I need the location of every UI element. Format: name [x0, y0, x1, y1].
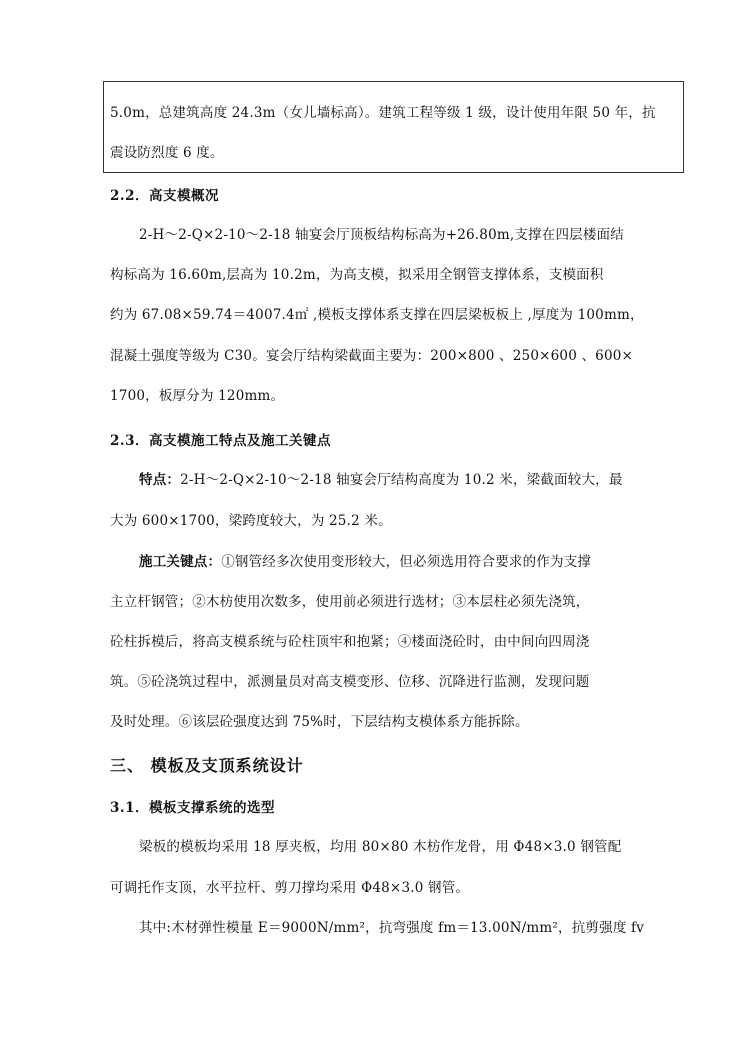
- s22-line-5: 1700，板厚分为 120mm。: [110, 388, 285, 404]
- key-line-2: 主立杆钢管；②木枋使用次数多，使用前必须进行选材；③本层柱必须先浇筑，: [110, 594, 590, 610]
- s22-line-2: 构标高为 16.60m,层高为 10.2m，为高支模，拟采用全钢管支撑体系，支模面积: [110, 267, 604, 283]
- s31-line-3: 其中:木材弹性模量 E＝9000N/mm²，抗弯强度 fm＝13.00N/mm²，抗剪强度 fv: [139, 920, 645, 936]
- chapter-3-heading: 三、 模板及支顶系统设计: [110, 756, 304, 775]
- feature-line-1: [139, 468, 623, 488]
- feature-line-2: 大为 600×1700，梁跨度较大，为 25.2 米。: [110, 513, 392, 529]
- box-line-1: 5.0m，总建筑高度 24.3m（女儿墙标高）。建筑工程等级 1 级，设计使用年限 50 年，抗: [110, 105, 656, 121]
- key-text: ①钢管经多次使用变形较大，但必须选用符合要求的作为支撑: [221, 554, 592, 570]
- feature-label: 特点：: [139, 472, 181, 488]
- feature-text: 2-H～2-Q×2-10～2-18 轴宴会厅结构高度为 10.2 米，梁截面较大，最: [180, 472, 623, 488]
- section-2-2-heading: 2.2．高支模概况: [110, 188, 219, 204]
- s22-line-1: 2-H～2-Q×2-10～2-18 轴宴会厅顶板结构标高为+26.80m,支撑在四层楼面结: [139, 227, 624, 243]
- s22-line-3: 约为 67.08×59.74＝4007.4㎡ ,模板支撑体系支撑在四层梁板板上 ,厚度为 100mm，: [110, 307, 644, 323]
- key-line-3: 砼柱拆模后，将高支模系统与砼柱顶牢和抱紧；④楼面浇砼时，由中间向四周浇: [110, 634, 590, 650]
- s31-line-1: 梁板的模板均采用 18 厚夹板，均用 80×80 木枋作龙骨，用 Φ48×3.0 钢管配: [139, 839, 622, 855]
- section-2-3-heading: 2.3．高支模施工特点及施工关键点: [110, 433, 331, 449]
- key-line-5: 及时处理。⑥该层砼强度达到 75%时，下层结构支模体系方能拆除。: [110, 714, 529, 730]
- s22-line-4: 混凝土强度等级为 C30。宴会厅结构梁截面主要为：200×800 、250×600 、600×: [110, 348, 634, 364]
- key-line-1: [139, 550, 591, 570]
- key-line-4: 筑。⑤砼浇筑过程中，派测量员对高支模变形、位移、沉降进行监测，发现问题: [110, 674, 590, 690]
- s31-line-2: 可调托作支顶，水平拉杆、剪刀撑均采用 Φ48×3.0 钢管。: [110, 880, 470, 896]
- key-label: 施工关键点：: [139, 554, 222, 570]
- box-line-2: 震设防烈度 6 度。: [110, 145, 224, 161]
- section-3-1-heading: 3.1．模板支撑系统的选型: [110, 800, 275, 816]
